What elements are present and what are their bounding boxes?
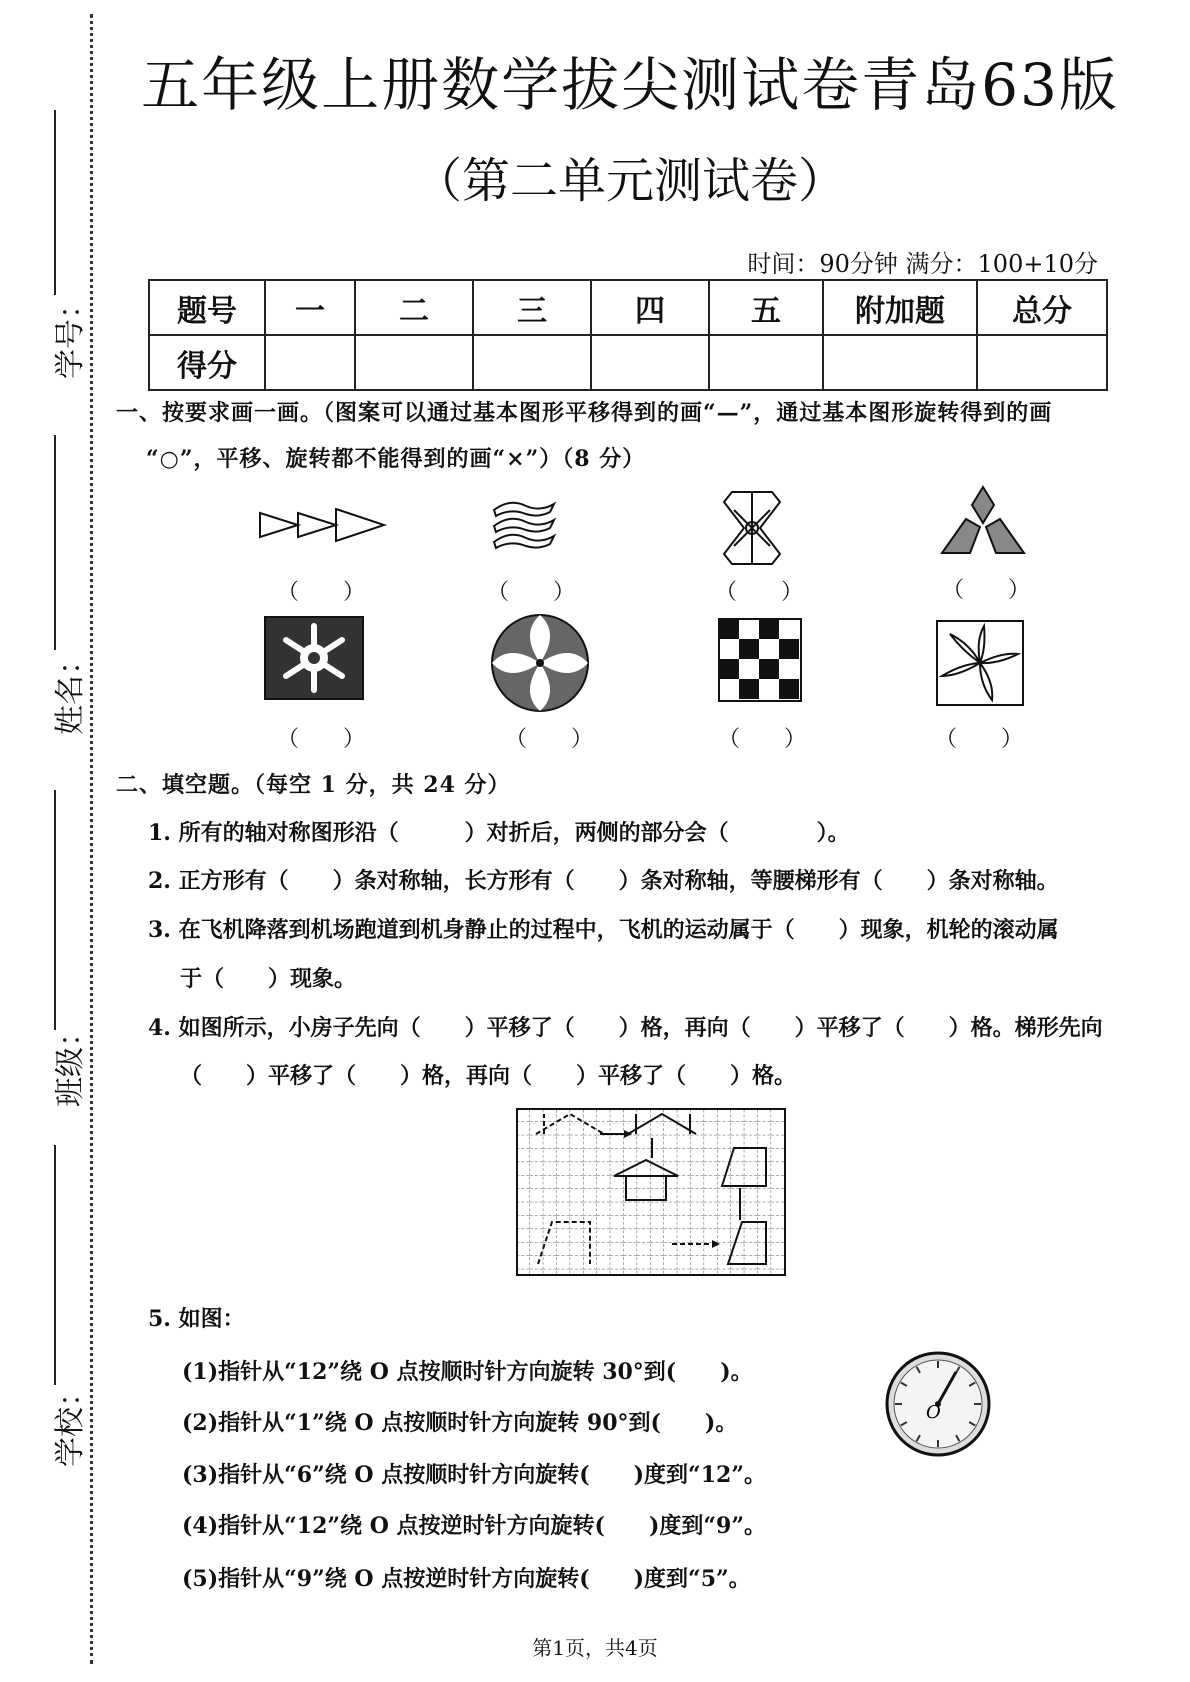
- exam-meta: 时间：90分钟 满分：100+10分: [747, 250, 1098, 278]
- score-header-cell: 五: [709, 280, 823, 335]
- school-line: [54, 1145, 56, 1385]
- score-cell[interactable]: [473, 335, 591, 390]
- question-2: 2. 正方形有（ ）条对称轴，长方形有（ ）条对称轴，等腰梯形有（ ）条对称轴。: [148, 868, 1059, 894]
- score-header-cell: 一: [265, 280, 355, 335]
- checkerboard-figure: [718, 618, 802, 702]
- page-subtitle: （第二单元测试卷）: [413, 153, 846, 209]
- question-3-line1: 3. 在飞机降落到机场跑道到机身静止的过程中，飞机的运动属于（ ）现象，机轮的滚动属: [148, 917, 1059, 943]
- clock-figure: [884, 1350, 992, 1458]
- question-4-line2: （ ）平移了（ ）格，再向（ ）平移了（ ）格。: [180, 1063, 797, 1089]
- rhombus-triad-figure: [938, 485, 1028, 557]
- class-label: 班级：: [53, 1017, 88, 1107]
- page-title: 五年级上册数学拔尖测试卷青岛63版: [141, 51, 1119, 119]
- score-cell[interactable]: [265, 335, 355, 390]
- ornament-figure: [720, 488, 784, 568]
- answer-blank[interactable]: （ ）: [715, 580, 804, 605]
- question-5-item: (2)指针从“1”绕 O 点按顺时针方向旋转 90°到( )。: [182, 1410, 738, 1436]
- clock-center-label: O: [926, 1402, 941, 1423]
- student-no-line: [54, 110, 56, 295]
- question-5: 5. 如图：: [148, 1306, 245, 1332]
- score-header-cell: 题号: [149, 280, 265, 335]
- answer-blank[interactable]: （ ）: [505, 727, 594, 752]
- triangles-figure: [258, 505, 388, 545]
- score-cell[interactable]: [823, 335, 977, 390]
- section1-heading-line1: 一、按要求画一画。（图案可以通过基本图形平移得到的画“—”，通过基本图形旋转得到的画: [116, 400, 1053, 426]
- page-footer: 第1页，共4页: [532, 1636, 658, 1660]
- score-header-cell: 附加题: [823, 280, 977, 335]
- score-table: [148, 279, 1108, 391]
- name-line: [54, 435, 56, 650]
- score-header-cell: 四: [591, 280, 709, 335]
- student-no-label: 学号：: [53, 289, 88, 379]
- waves-figure: [490, 496, 560, 556]
- school-label: 学校：: [53, 1377, 88, 1467]
- score-cell[interactable]: [709, 335, 823, 390]
- section1-heading-line2: “○”，平移、旋转都不能得到的画“×”）（8 分）: [146, 446, 646, 472]
- score-cell[interactable]: [355, 335, 473, 390]
- score-header-cell: 二: [355, 280, 473, 335]
- pinwheel-circle-figure: [490, 613, 590, 713]
- question-5-item: (1)指针从“12”绕 O 点按顺时针方向旋转 30°到( )。: [182, 1359, 753, 1385]
- answer-blank[interactable]: （ ）: [277, 727, 366, 752]
- score-cell[interactable]: [977, 335, 1107, 390]
- answer-blank[interactable]: （ ）: [942, 578, 1031, 603]
- question-3-line2: 于（ ）现象。: [180, 966, 357, 992]
- score-header-cell: 三: [473, 280, 591, 335]
- class-line: [54, 790, 56, 1030]
- binding-dotted-line: [90, 14, 93, 1664]
- question-5-item: (5)指针从“9”绕 O 点按逆时针方向旋转( )度到“5”。: [182, 1566, 751, 1592]
- question-4-line1: 4. 如图所示，小房子先向（ ）平移了（ ）格，再向（ ）平移了（ ）格。梯形先向: [148, 1015, 1103, 1041]
- answer-blank[interactable]: （ ）: [277, 580, 366, 605]
- question-1: 1. 所有的轴对称图形沿（ ）对折后，两侧的部分会（ ）。: [148, 820, 850, 846]
- answer-blank[interactable]: （ ）: [487, 580, 576, 605]
- question-5-item: (4)指针从“12”绕 O 点按逆时针方向旋转( )度到“9”。: [182, 1513, 766, 1539]
- score-row-label: 得分: [149, 335, 265, 390]
- answer-blank[interactable]: （ ）: [935, 727, 1024, 752]
- translation-grid-figure: [516, 1108, 786, 1276]
- star-square-figure: [936, 620, 1024, 706]
- answer-blank[interactable]: （ ）: [718, 727, 807, 752]
- score-header-cell: 总分: [977, 280, 1107, 335]
- section2-heading: 二、填空题。（每空 1 分，共 24 分）: [116, 772, 511, 798]
- snowflake-figure: [264, 616, 364, 700]
- question-5-item: (3)指针从“6”绕 O 点按顺时针方向旋转( )度到“12”。: [182, 1462, 766, 1488]
- score-cell[interactable]: [591, 335, 709, 390]
- name-label: 姓名：: [53, 645, 88, 735]
